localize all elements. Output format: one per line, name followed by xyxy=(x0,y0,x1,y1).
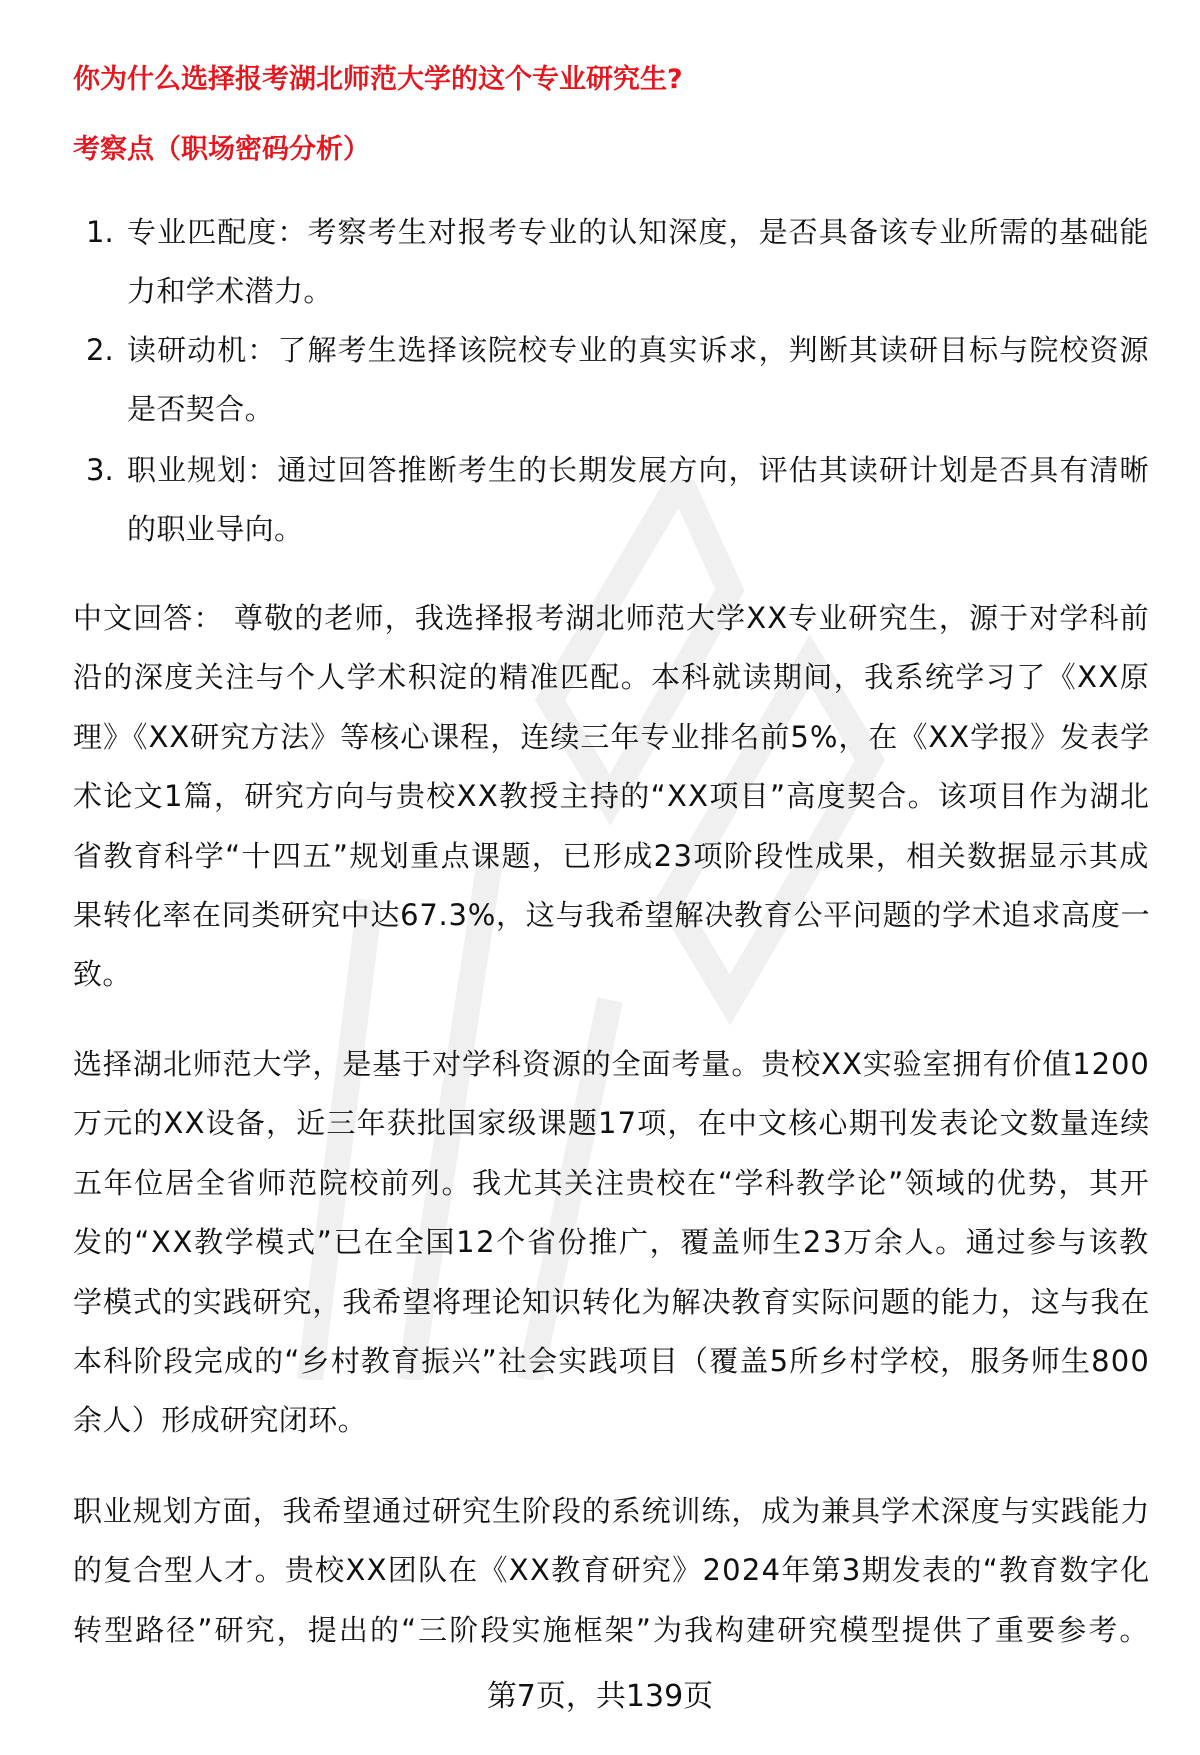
list-number: 1. xyxy=(86,215,114,249)
list-number: 2. xyxy=(86,333,114,367)
paragraph-line: 省教育科学“十四五”规划重点课题，已形成23项阶段性成果，相关数据显示其成 xyxy=(73,838,1150,873)
list-number: 3. xyxy=(86,453,114,487)
paragraph-line: 发的“XX教学模式”已在全国12个省份推广，覆盖师生23万余人。通过参与该教 xyxy=(73,1225,1150,1260)
paragraph-line: 术论文1篇，研究方向与贵校XX教授主持的“XX项目”高度契合。该项目作为湖北 xyxy=(73,779,1151,814)
paragraph-line: 转型路径”研究，提出的“三阶段实施框架”为我构建研究模型提供了重要参考。 xyxy=(73,1612,1151,1647)
list-item-line: 专业匹配度：考察考生对报考专业的认知深度，是否具备该专业所需的基础能 xyxy=(127,215,1150,249)
list-item-line: 职业规划：通过回答推断考生的长期发展方向，评估其读研计划是否具有清晰 xyxy=(127,453,1150,487)
paragraph-line: 万元的XX设备，近三年获批国家级课题17项，在中文核心期刊发表论文数量连续 xyxy=(73,1106,1151,1141)
paragraph-line: 本科阶段完成的“乡村教育振兴”社会实践项目（覆盖5所乡村学校，服务师生800 xyxy=(73,1344,1151,1378)
paragraph-line: 沿的深度关注与个人学术积淀的精准匹配。本科就读期间，我系统学习了《XX原 xyxy=(73,660,1151,695)
paragraph-line: 中文回答： 尊敬的老师，我选择报考湖北师范大学XX专业研究生，源于对学科前 xyxy=(73,601,1150,635)
paragraph-line: 的复合型人才。贵校XX团队在《XX教育研究》2024年第3期发表的“教育数字化 xyxy=(73,1553,1151,1588)
page-number: 第7页，共139页 xyxy=(486,1679,714,1714)
paragraph-line: 选择湖北师范大学，是基于对学科资源的全面考量。贵校XX实验室拥有价值1200 xyxy=(73,1047,1150,1081)
list-item-line: 力和学术潜力。 xyxy=(127,274,333,308)
paragraph-line: 学模式的实践研究，我希望将理论知识转化为解决教育实际问题的能力，这与我在 xyxy=(73,1284,1151,1319)
paragraph-line: 果转化率在同类研究中达67.3%，这与我希望解决教育公平问题的学术追求高度一 xyxy=(73,898,1151,932)
paragraph-line: 余人）形成研究闭环。 xyxy=(73,1403,368,1438)
list-item-line: 的职业导向。 xyxy=(127,512,304,546)
paragraph-line: 理》《XX研究方法》等核心课程，连续三年专业排名前5%，在《XX学报》发表学 xyxy=(73,719,1151,754)
list-item-line: 是否契合。 xyxy=(127,392,275,426)
list-item-line: 读研动机：了解考生选择该院校专业的真实诉求，判断其读研目标与院校资源 xyxy=(127,333,1150,367)
paragraph-line: 五年位居全省师范院校前列。我尤其关注贵校在“学科教学论”领域的优势，其开 xyxy=(73,1165,1151,1200)
paragraph-line: 职业规划方面，我希望通过研究生阶段的系统训练，成为兼具学术深度与实践能力 xyxy=(73,1494,1151,1528)
paragraph-line: 致。 xyxy=(73,957,132,992)
section-heading: 考察点（职场密码分析） xyxy=(73,134,370,165)
question-title: 你为什么选择报考湖北师范大学的这个专业研究生? xyxy=(73,64,683,95)
